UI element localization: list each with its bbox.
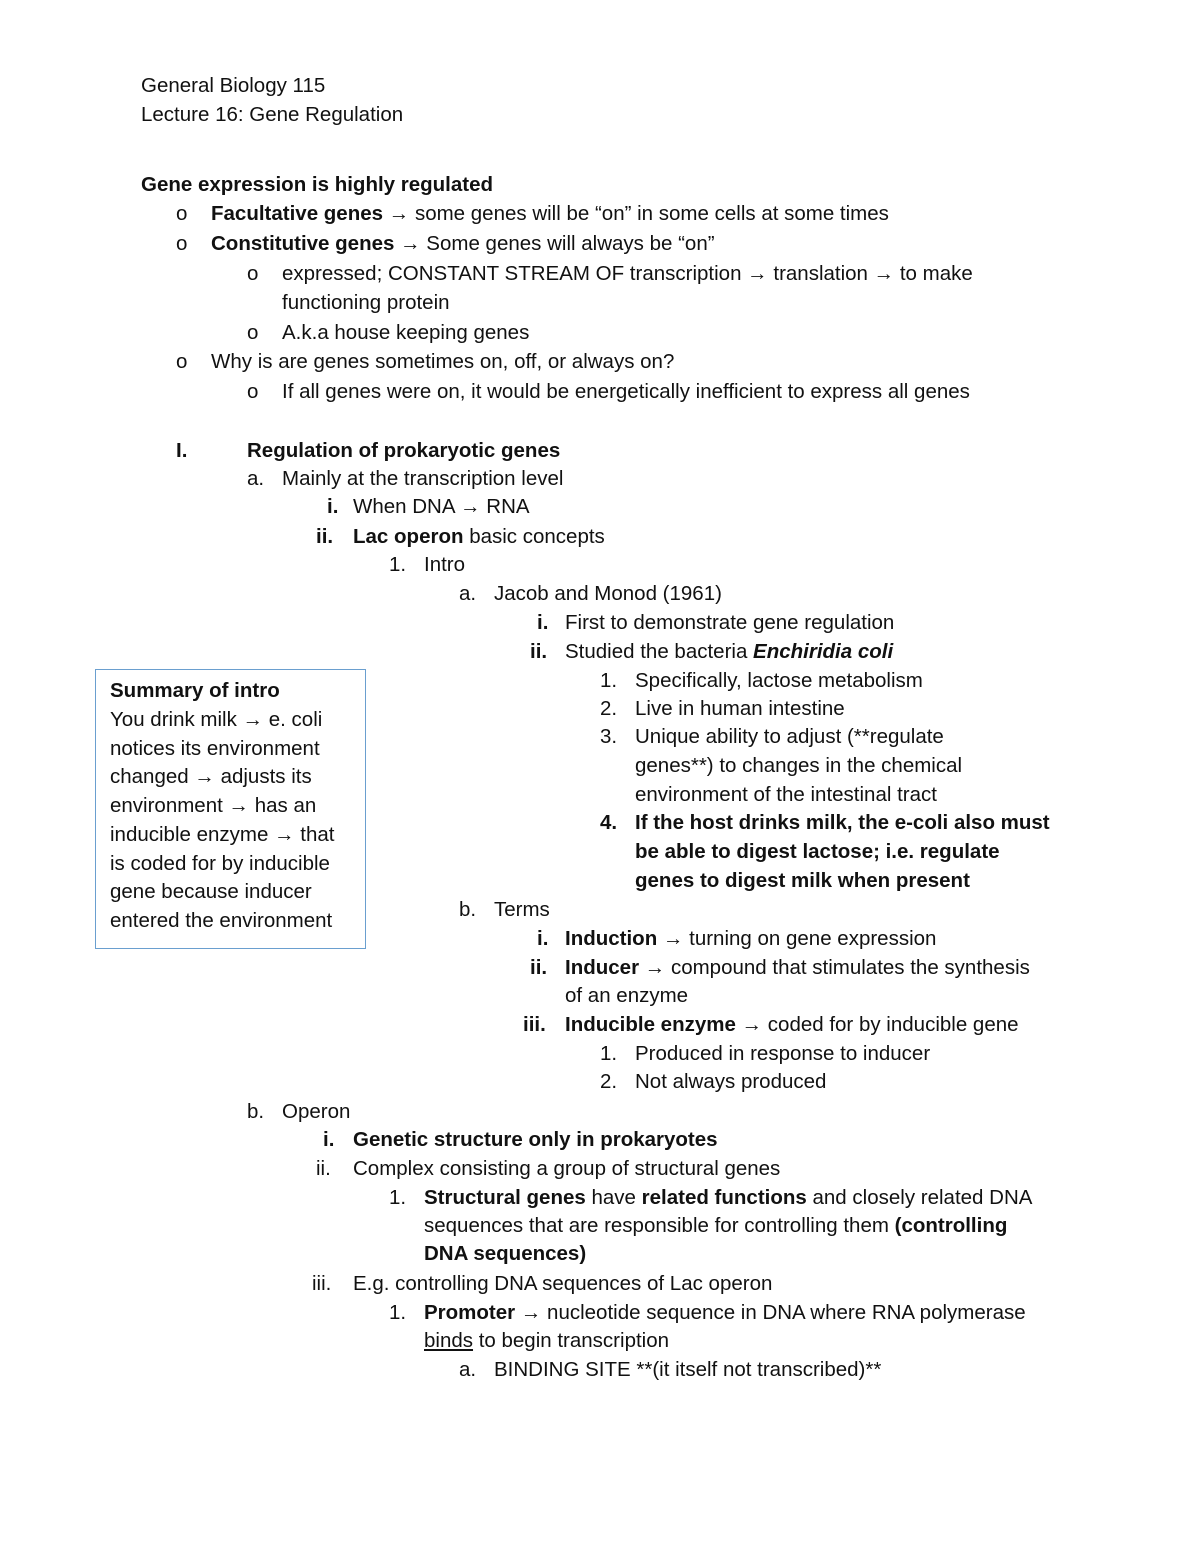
controlling-sequences-line: E.g. controlling DNA sequences of Lac operon [353,1272,773,1295]
why-answer-line: If all genes were on, it would be energetically inefficient to express all genes [282,380,970,403]
summary-title: Summary of intro [110,679,280,702]
arrow-icon: → [194,765,215,788]
not-always-line: Not always produced [635,1070,827,1093]
bullet-marker: o [176,350,188,373]
list-marker: i. [537,927,549,950]
list-marker: 1. [600,669,618,692]
term-inducible-enzyme-line: Inducible enzyme → coded for by inducible gene [565,1013,1019,1036]
housekeeping-line: A.k.a house keeping genes [282,321,530,344]
summary-line: changed → adjusts its [110,765,312,788]
arrow-icon: → [644,956,666,979]
arrow-icon: → [228,794,250,817]
summary-line: notices its environment [110,737,320,760]
point-adjust-line-2: genes**) to changes in the chemical [635,754,963,777]
point-milk-line-3: genes to digest milk when present [635,869,970,892]
list-marker: i. [537,611,549,634]
term-inducer-line: Inducer → compound that stimulates the synthesis [565,956,1030,979]
arrow-icon: → [242,708,264,731]
list-marker: ii. [530,956,548,979]
promoter-line-2: binds to begin transcription [424,1329,670,1352]
intro-line: Intro [424,553,466,576]
bullet-marker: o [176,232,188,255]
summary-line: is coded for by inducible [110,852,330,875]
promoter-line: Promoter → nucleotide sequence in DNA where RNA polymerase [424,1301,1026,1324]
list-marker: i. [323,1128,335,1151]
transcription-level-line: Mainly at the transcription level [282,467,564,490]
list-marker: 2. [600,697,618,720]
arrow-icon: → [274,823,295,846]
list-marker: a. [459,582,477,605]
point-adjust-line: Unique ability to adjust (**regulate [635,725,944,748]
list-marker: a. [459,1358,477,1381]
list-marker: iii. [312,1272,332,1295]
term-constitutive: Constitutive genes [211,232,395,255]
point-milk-line: If the host drinks milk, the e-coli also must [635,811,1050,834]
summary-line: gene because inducer [110,880,312,903]
constitutive-detail-line: expressed; CONSTANT STREAM OF transcription → translation → to make [282,262,973,285]
constitutive-detail-line-cont: functioning protein [282,291,450,314]
term-induction-line: Induction → turning on gene expression [565,927,937,950]
list-marker: 2. [600,1070,618,1093]
complex-line: Complex consisting a group of structural genes [353,1157,781,1180]
produced-response-line: Produced in response to inducer [635,1042,931,1065]
point-milk-line-2: be able to digest lactose; i.e. regulate [635,840,1000,863]
summary-line: environment → has an [110,794,317,817]
list-marker: ii. [530,640,548,663]
list-marker: b. [459,898,477,921]
list-marker: ii. [316,1157,331,1180]
point-adjust-line-3: environment of the intestinal tract [635,783,937,806]
first-demonstrate-line: First to demonstrate gene regulation [565,611,895,634]
summary-box [95,669,366,949]
bullet-marker: o [247,321,259,344]
section-heading-gene-expression: Gene expression is highly regulated [141,173,494,196]
term-facultative: Facultative genes [211,202,384,225]
lecture-title: Lecture 16: Gene Regulation [141,103,404,126]
list-marker: 1. [600,1042,618,1065]
arrow-icon: → [662,927,684,950]
list-marker: b. [247,1100,265,1123]
structural-genes-line-3: DNA sequences) [424,1242,587,1265]
summary-line: entered the environment [110,909,333,932]
constitutive-genes-line: Constitutive genes → Some genes will always be “on” [211,232,715,255]
arrow-icon: → [400,232,421,255]
list-marker: i. [327,495,339,518]
list-marker: 3. [600,725,618,748]
list-marker: a. [247,467,265,490]
terms-line: Terms [494,898,550,921]
list-marker: 1. [389,1301,407,1324]
structural-genes-line-2: sequences that are responsible for controlling them (controlling [424,1214,1008,1237]
jacob-monod-line: Jacob and Monod (1961) [494,582,722,605]
list-marker: ii. [316,525,334,548]
list-marker: iii. [523,1013,546,1036]
arrow-icon: → [520,1301,542,1324]
course-title: General Biology 115 [141,74,326,97]
summary-line: You drink milk → e. coli [110,708,323,731]
binding-site-line: BINDING SITE **(it itself not transcribed)** [494,1358,882,1381]
section-marker: I. [176,439,188,462]
arrow-icon: → [741,1013,763,1036]
dna-rna-line: When DNA → RNA [353,495,530,518]
point-intestine-line: Live in human intestine [635,697,845,720]
list-marker: 1. [389,1186,407,1209]
list-marker: 4. [600,811,618,834]
arrow-icon: → [873,262,895,285]
summary-line: inducible enzyme → that [110,823,335,846]
term-inducer-line-2: of an enzyme [565,984,689,1007]
arrow-icon: → [747,262,768,285]
operon-line: Operon [282,1100,351,1123]
bullet-marker: o [176,202,188,225]
genetic-structure-line: Genetic structure only in prokaryotes [353,1128,718,1151]
studied-bacteria-line: Studied the bacteria Enchiridia coli [565,640,894,663]
why-question-line: Why is are genes sometimes on, off, or always on? [211,350,675,373]
bullet-marker: o [247,380,259,403]
arrow-icon: → [388,202,410,225]
bullet-marker: o [247,262,259,285]
facultative-genes-line: Facultative genes → some genes will be “on” in some cells at some times [211,202,889,225]
structural-genes-line: Structural genes have related functions and closely related DNA [424,1186,1033,1209]
section-heading-prokaryotic: Regulation of prokaryotic genes [247,439,561,462]
lac-operon-line: Lac operon basic concepts [353,525,605,548]
list-marker: 1. [389,553,407,576]
point-lactose-line: Specifically, lactose metabolism [635,669,923,692]
arrow-icon: → [460,495,481,518]
